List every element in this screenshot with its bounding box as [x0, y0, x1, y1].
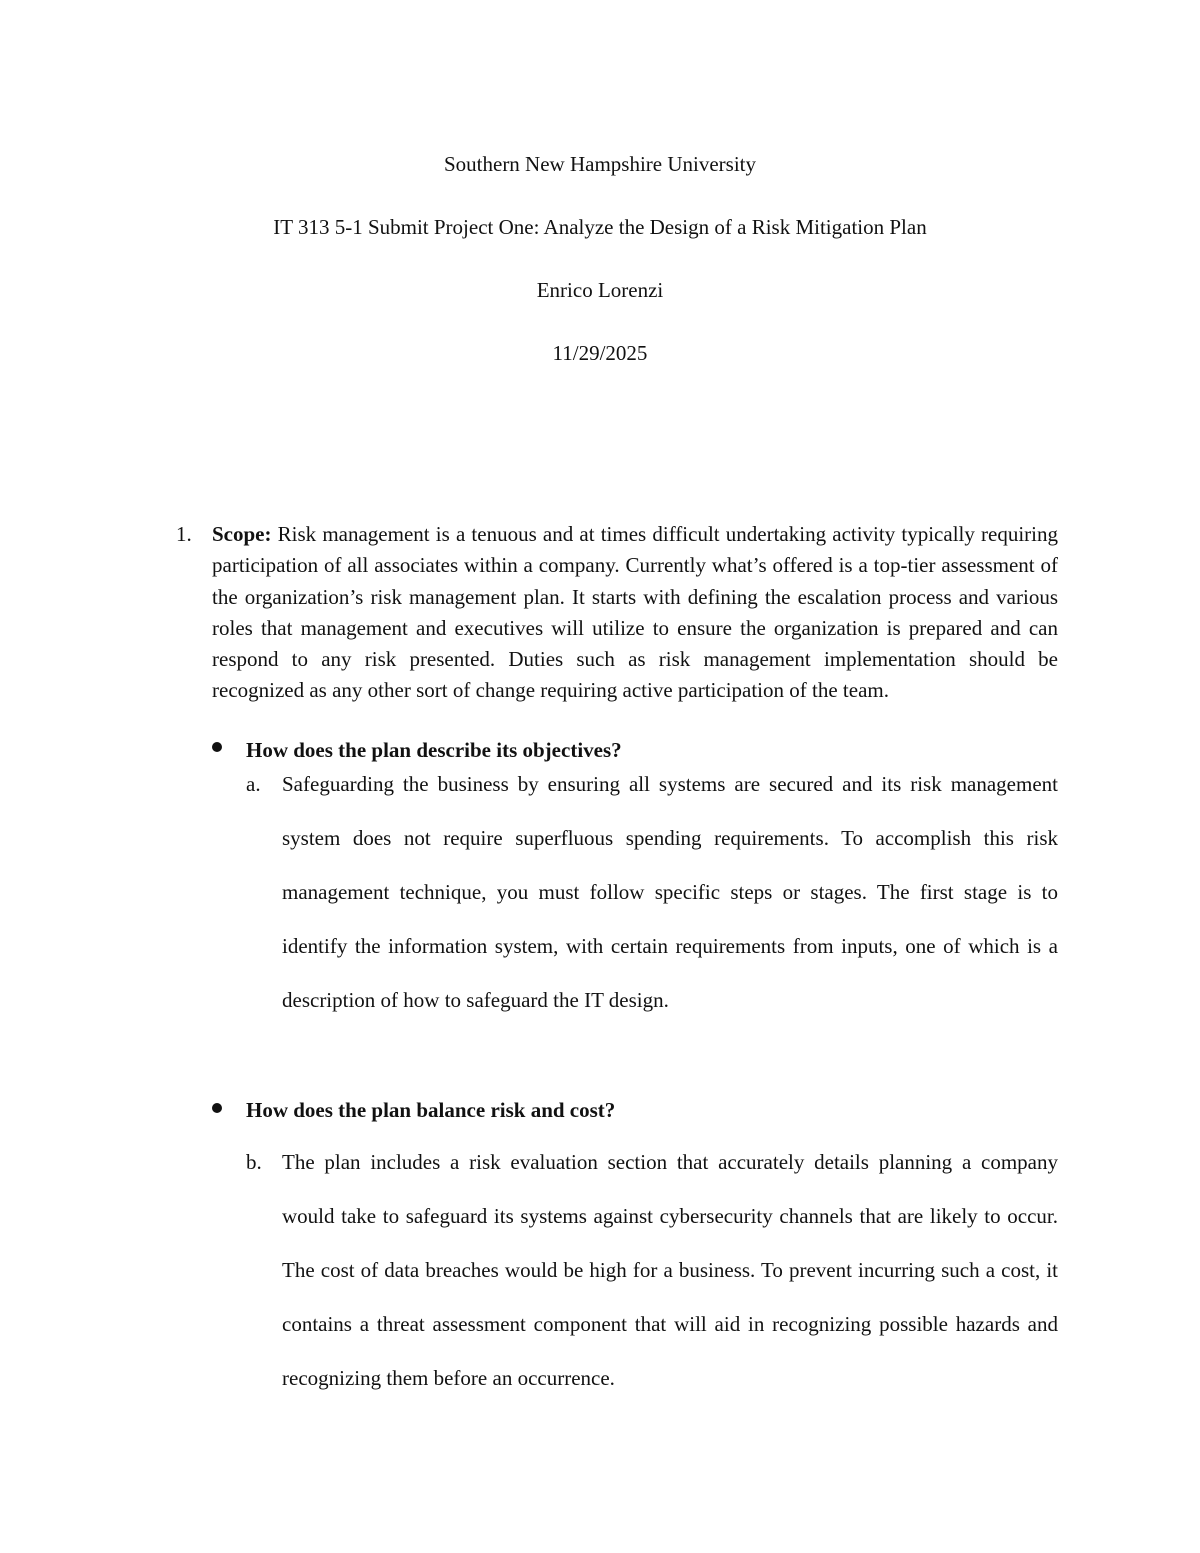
answer-risk-cost: The plan includes a risk evaluation section that accurately details planning a company would take to safeguard its systems against cybersecurity channels that are likely to occur. The cost of data breaches would be high for a business. To prevent incurring such a cost, it contains a threat assessment component that will aid in recognizing possible hazards and recognizing them before an occurrence. [282, 1150, 1058, 1390]
bullet-icon [212, 1103, 222, 1113]
submission-date: 11/29/2025 [552, 341, 648, 365]
author-name: Enrico Lorenzi [536, 278, 664, 302]
answer-marker-a: a. [246, 772, 261, 796]
section-number: 1. [176, 522, 192, 546]
scope-label: Scope: [212, 522, 272, 546]
institution-name: Southern New Hampshire University [443, 152, 757, 176]
answer-objectives: Safeguarding the business by ensuring all systems are secured and its risk management system does not require superfluous spending requirements. To accomplish this risk management technique, you must follow specific steps or stages. The first stage is to identify the information system, with certain requirements from inputs, one of which is a description of how to safeguard the IT design. [282, 772, 1058, 1012]
scope-text: Risk management is a tenuous and at times difficult undertaking activity typically requiring participation of all associates within a company. Currently what’s offered is a top-tier assessment of the organization’s risk management plan. It starts with defining the escalation process and various roles that management and executives will utilize to ensure the organization is prepared and can respond to any risk presented. Duties such as risk management implementation should be recognized as any other sort of change requiring active participation of the team. [212, 522, 1058, 703]
bullet-icon [212, 742, 222, 752]
assignment-title: IT 313 5-1 Submit Project One: Analyze the Design of a Risk Mitigation Plan [273, 215, 927, 239]
question-heading-objectives: How does the plan describe its objectives? [246, 738, 622, 762]
scope-paragraph [212, 519, 1058, 707]
answer-marker-b: b. [246, 1150, 262, 1174]
question-heading-risk-cost: How does the plan balance risk and cost? [246, 1098, 616, 1122]
